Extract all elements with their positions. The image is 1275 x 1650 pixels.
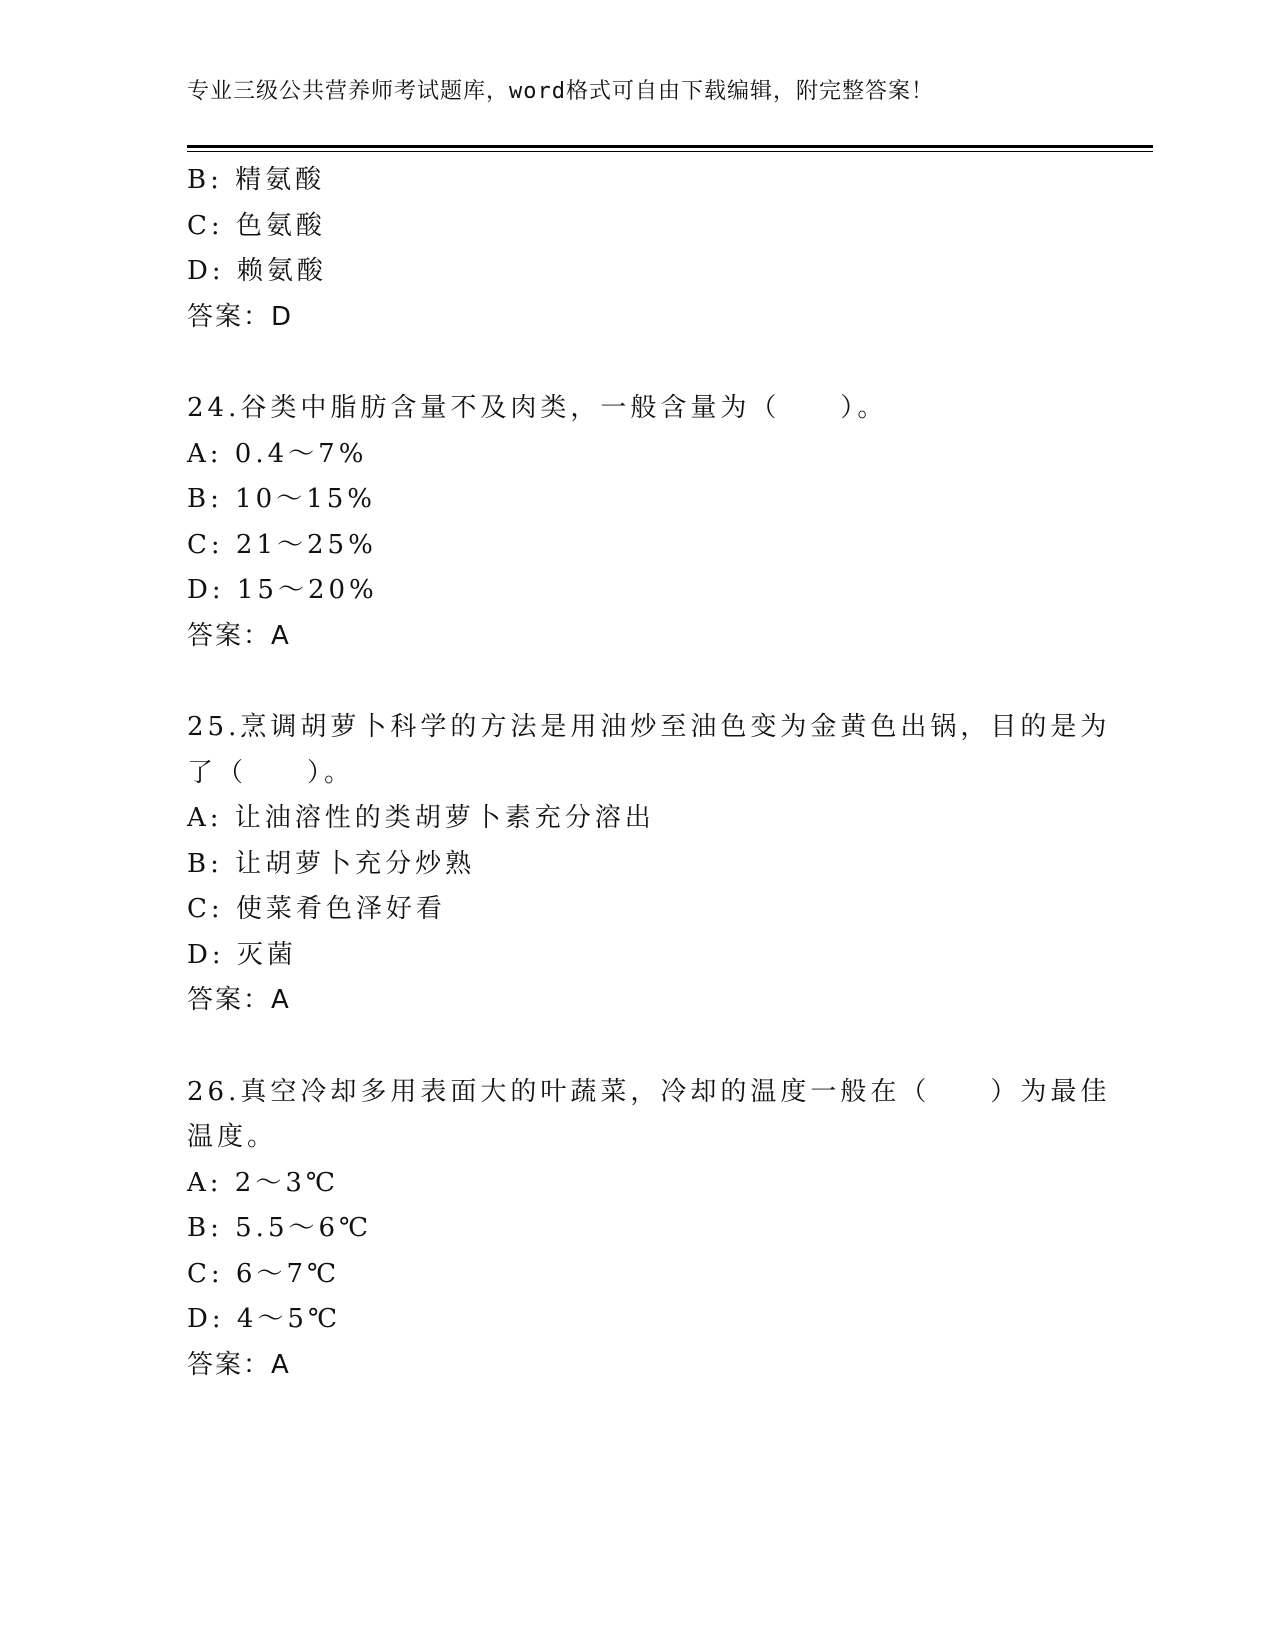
header-rule-thin	[187, 151, 1153, 152]
option-a: A: 2～3℃	[187, 1167, 339, 1198]
spacer	[187, 340, 1087, 386]
question-26	[187, 1070, 1111, 1389]
answer: 答案：A	[187, 985, 291, 1015]
option-c: C: 色氨酸	[187, 210, 326, 241]
header-rule-thick	[187, 145, 1153, 148]
option-b: B: 5.5～6℃	[187, 1213, 373, 1243]
question-list	[187, 158, 1111, 1388]
question-stem-line-1: 26.真空冷却多用表面大的叶蔬菜，冷却的温度一般在（ ）为最佳	[187, 1076, 1111, 1107]
question-25	[187, 705, 1111, 1024]
option-b: B: 10～15%	[187, 484, 377, 514]
option-d: D: 4～5℃	[187, 1304, 342, 1334]
option-c: C: 6～7℃	[187, 1258, 341, 1289]
option-a: A: 0.4～7%	[187, 438, 368, 469]
question-stem-line-1: 25.烹调胡萝卜科学的方法是用油炒至油色变为金黄色出锅，目的是为	[187, 712, 1111, 742]
option-b: B: 让胡萝卜充分炒熟	[187, 848, 476, 879]
question-stem-line-2: 了（ ）。	[187, 757, 355, 788]
question-stem-line-2: 温度。	[187, 1122, 278, 1152]
option-d: D: 15～20%	[187, 575, 378, 605]
answer: 答案：A	[187, 620, 291, 651]
option-a: A: 让油溶性的类胡萝卜素充分溶出	[187, 803, 655, 833]
option-d: D: 灭菌	[187, 939, 297, 970]
spacer	[187, 1024, 1087, 1070]
option-d: D: 赖氨酸	[187, 256, 327, 286]
spacer	[187, 659, 1087, 705]
option-c: C: 使菜肴色泽好看	[187, 894, 446, 924]
question-23	[187, 158, 1087, 340]
page-header: 专业三级公共营养师考试题库，word格式可自由下载编辑，附完整答案！	[187, 79, 934, 104]
question-24	[187, 386, 1087, 659]
option-c: C: 21～25%	[187, 529, 377, 560]
answer: 答案：A	[187, 1349, 291, 1380]
option-b: B: 精氨酸	[187, 165, 326, 195]
answer: 答案：D	[187, 301, 294, 332]
question-stem: 24.谷类中脂肪含量不及肉类，一般含量为（ ）。	[187, 393, 888, 423]
